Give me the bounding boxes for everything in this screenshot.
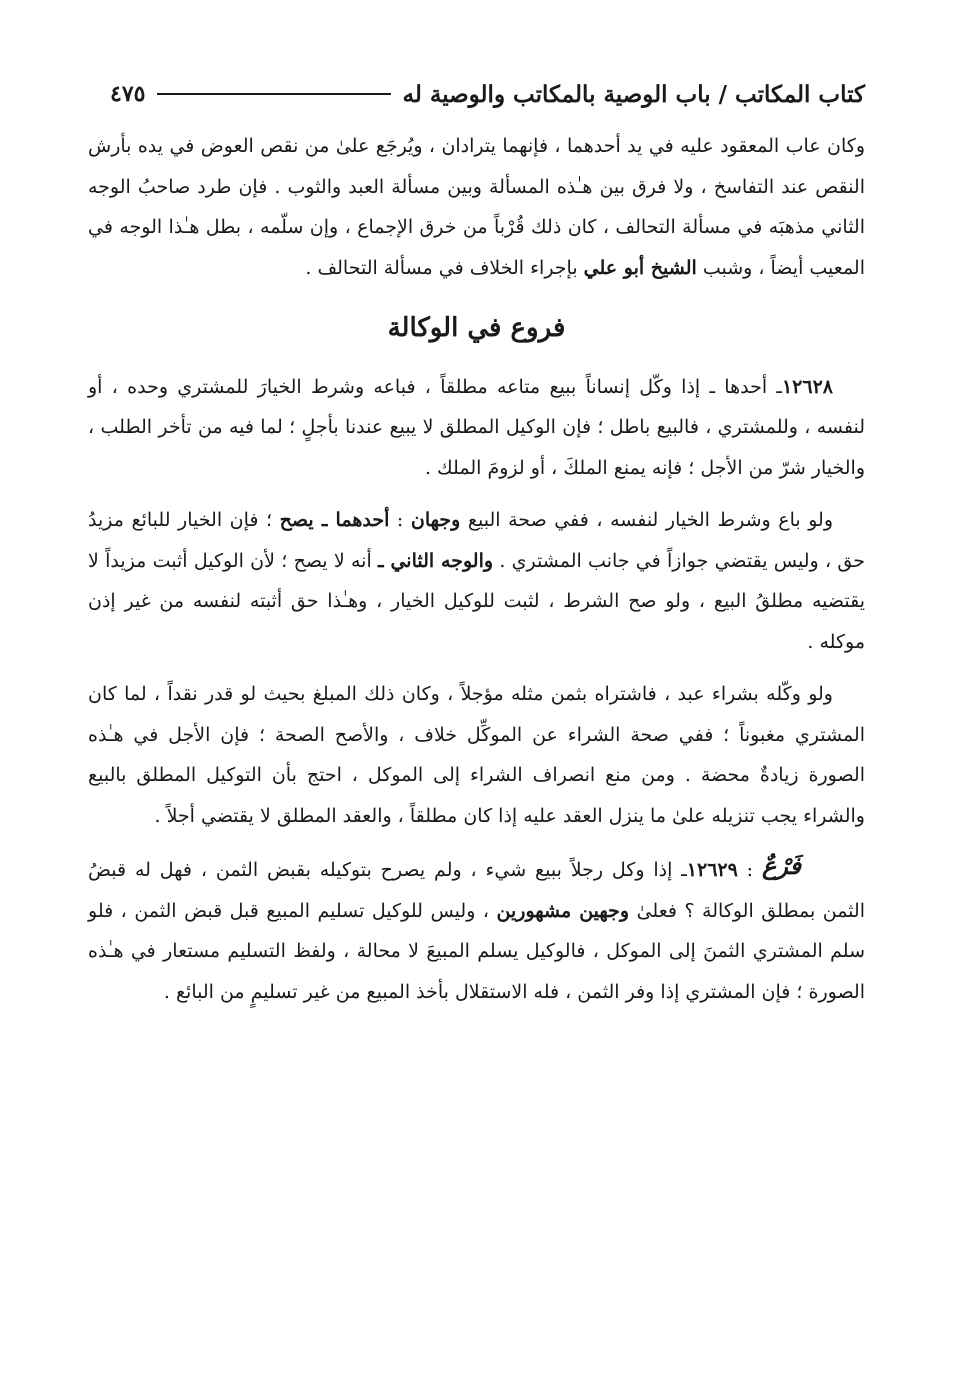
section-title: فروع في الوكالة [387, 313, 566, 343]
opening-text: وكان عاب المعقود عليه في يد أحدهما ، فإنهما يترادان ، ويُرجَع علىٰ من نقص العوض في يده بأرش النقص عند التفاسخ ، ولا فرق بين هـٰذه المسألة وبين مسألة العبد والثوب . فإن طرد صاحبُ الوجه الثاني مذهبَه في مسألة التحالف ، كان ذلك قُرْباً من خرق الإجماع ، وإن سلّمه ، بطل هـٰذا الوجه في المعيب أيضاً ، وشبب [88, 135, 865, 279]
paragraph-number: ١٢٦٢٨ [781, 375, 833, 398]
bold-term: وجهين مشهورين [496, 899, 630, 922]
bold-term: وجهان [410, 509, 461, 531]
opening-paragraph [88, 126, 865, 288]
opening-bold-name: الشيخ أبو علي [583, 256, 697, 279]
paragraph-12629 [88, 848, 865, 1012]
punctuation: : [737, 859, 762, 881]
header-title: كتاب المكاتب / باب الوصية بالمكاتب والوصية له [402, 80, 865, 108]
page-number: ٤٧٥ [110, 81, 146, 107]
page-body [88, 126, 865, 1012]
paragraph-text: ـ أحدها ـ إذا وكّل إنساناً ببيع متاعه مطلقاً ، فباعه وشرط الخيارَ للمشتري وحده ، أو لنفسه ، وللمشتري ، فالبيع باطل ؛ فإن الوكيل المطلق لا يبيع عندنا بأجلٍ ؛ لما فيه من تأخر الطلب ، والخيار شرّ من الأجل ؛ فإنه يمنع الملكَ ، أو لزومَ الملك . [88, 375, 865, 479]
paragraph-text: ، وليس للوكيل تسليم المبيع قبل قبض الثمن ، فلو سلم المشتري الثمنَ إلى الموكل ، فالوكيل يسلم المبيعَ لا محالة ، ولفظ التسليم مستعار في هـٰذه الصورة ؛ فإن المشتري إذا وفر الثمن ، فله الاستقلال بأخذ المبيع من غير تسليمٍ من البائع . [88, 899, 865, 1003]
paragraph-text: ولو وكّله بشراء عبد ، فاشتراه بثمن مثله مؤجلاً ، وكان ذلك المبلغ بحيث لو قدر نقداً ، لما كان المشتري مغبوناً ؛ ففي صحة الشراء عن الموكِّل خلاف ، والأصح الصحة ؛ فإن الأجل في هـٰذه الصورة زيادةٌ محضة . ومن منع انصراف الشراء إلى الموكل ، احتج بأن التوكيل المطلق بالبيع والشراء يجب تنزيله علىٰ ما ينزل العقد عليه إذا كان مطلقاً ، والعقد المطلق لا يقتضي أجلاً . [88, 683, 865, 827]
header-rule [157, 93, 390, 95]
paragraph-text: ولو باع وشرط الخيار لنفسه ، ففي صحة البيع [467, 509, 833, 531]
punctuation: : [389, 509, 411, 531]
far-label: فَرْعٌ [761, 851, 801, 880]
bold-term: والوجه الثاني ـ [378, 549, 494, 572]
paragraph-number: ١٢٦٢٩ [686, 859, 738, 881]
paragraph-12628 [88, 367, 865, 489]
paragraph-sale-option [88, 500, 865, 662]
paragraph-purchase-deferred [88, 674, 865, 836]
opening-end: بإجراء الخلاف في مسألة التحالف . [305, 256, 578, 279]
bold-term: أحدهما ـ يصح [279, 509, 390, 531]
running-header [110, 74, 865, 114]
paragraph-text: ـ إذا وكل رجلاً ببيع شيء ، ولم يصرح بتوكيله بقبض الثمن ، فهل له قبضُ الثمن بمطلق الوكالة ؟ فعلىٰ [88, 859, 865, 922]
paragraph-text: أنه لا يصح ؛ لأن الوكيل أثبت مزيداً لا يقتضيه مطلقُ البيع ، ولو صح الشرط ، لثبت للوكيل الخيار ، وهـٰذا حق أثبته لنفسه من غير إذن موكله . [88, 549, 865, 653]
paragraph-text: ؛ فإن الخيار للبائع مزيدُ حق ، وليس يقتضي جوازاً في جانب المشتري . [88, 509, 866, 572]
